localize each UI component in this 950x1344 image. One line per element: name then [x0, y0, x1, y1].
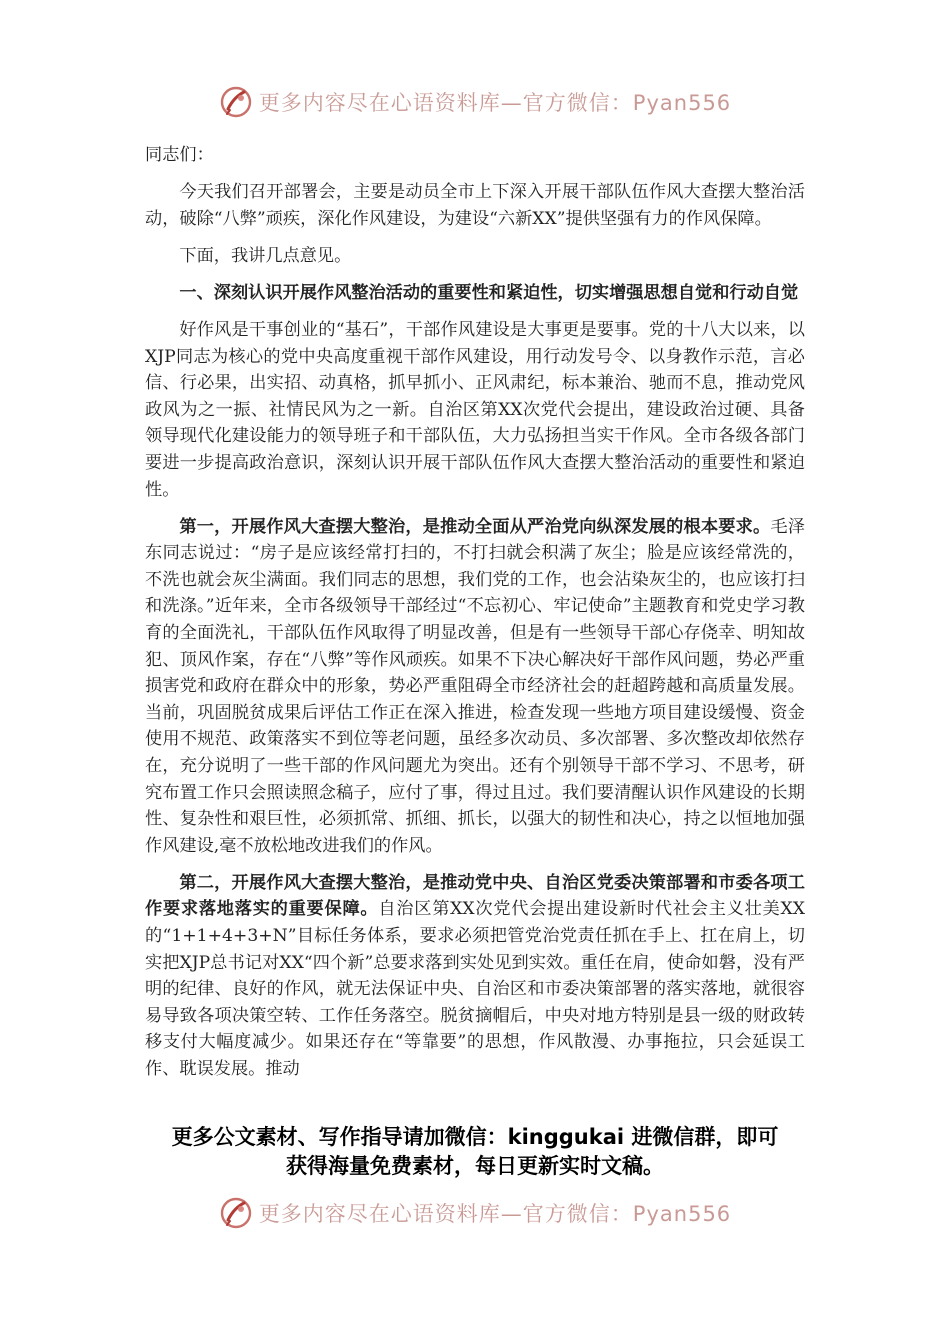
section-1-paragraph: 好作风是干事创业的“基石”，干部作风建设是大事更是要事。党的十八大以来，以XJP同志为核心的党中央高度重视干部作风建设，用行动发号令、以身教作示范，言必信、行必果，出实招、动真格，抓早抓小、正风肃纪，标本兼治、驰而不息，推动党风政风为之一振、社情民风为之一新。自治区第XX次党代会提出，建设政治过硬、具备领导现代化建设能力的领导班子和干部队伍，大力弘扬担当实干作风。全市各级各部门要进一步提高政治意识，深刻认识开展干部队伍作风大查摆大整治活动的重要性和紧迫性。	[145, 319, 805, 500]
point-1-lead: 第一，开展作风大查摆大整治，是推动全面从严治党向纵深发展的根本要求。	[179, 516, 771, 537]
salutation: 同志们：	[145, 145, 214, 165]
point-2-body: 自治区第XX次党代会提出建设新时代社会主义壮美XX的“1+1+4+3+N”目标任务体系，要求必须把管党治党责任抓在手上、扛在肩上，切实把XJP总书记对XX“四个新”总要求落到实处见到实效。重任在肩，使命如磐，没有严明的纪律、良好的作风，就无法保证中央、自治区和市委决策部署的落实落地，就很容易导致各项决策空转、工作任务落空。脱贫摘帽后，中央对地方特别是县一级的财政转移支付大幅度减少。如果还存在“等靠要”的思想，作风散漫、办事拖拉，只会延误工作、耽误发展。推动	[145, 899, 805, 1079]
footer-watermark-banner	[0, 1193, 950, 1233]
transition-paragraph: 下面，我讲几点意见。	[179, 245, 352, 266]
point-1-paragraph	[145, 514, 805, 860]
footer-watermark-text: 更多内容尽在心语资料库—官方微信：Pyan556	[258, 1202, 732, 1226]
header-watermark-text: 更多内容尽在心语资料库—官方微信：Pyan556	[258, 91, 732, 115]
header-watermark-banner	[0, 82, 950, 122]
section-1-heading-text: 一、深刻认识开展作风整治活动的重要性和紧迫性，切实增强思想自觉和行动自觉	[179, 282, 799, 303]
intro-paragraph: 今天我们召开部署会，主要是动员全市上下深入开展干部队伍作风大查摆大整治活动，破除“八弊”顽疾，深化作风建设，为建设“六新XX”提供坚强有力的作风保障。	[145, 182, 805, 229]
promo-notice	[130, 1123, 820, 1181]
document-body	[145, 142, 805, 1093]
writing-hand-logo-icon	[219, 1196, 253, 1230]
point-2-paragraph	[145, 870, 805, 1083]
point-1-body: 毛泽东同志说过：“房子是应该经常打扫的，不打扫就会积满了灰尘；脸是应该经常洗的，不洗也就会灰尘满面。我们同志的思想，我们党的工作，也会沾染灰尘的，也应该打扫和洗涤。”近年来，全市各级领导干部经过“不忘初心、牢记使命”主题教育和党史学习教育的全面洗礼，干部队伍作风取得了明显改善，但是有一些领导干部心存侥幸、明知故犯、顶风作案，存在“八弊”等作风顽疾。如果不下决心解决好干部作风问题，势必严重损害党和政府在群众中的形象，势必严重阻碍全市经济社会的赶超跨越和高质量发展。当前，巩固脱贫成果后评估工作正在深入推进，检查发现一些地方项目建设缓慢、资金使用不规范、政策落实不到位等老问题，虽经多次动员、多次部署、多次整改却依然存在，充分说明了一些干部的作风问题尤为突出。还有个别领导干部不学习、不思考，研究布置工作只会照读照念稿子，应付了事，得过且过。我们要清醒认识作风建设的长期性、复杂性和艰巨性，必须抓常、抓细、抓长，以强大的韧性和决心，持之以恒地加强作风建设,毫不放松地改进我们的作风。	[145, 516, 805, 856]
point-2-lead: 第二，开展作风大查摆大整治，是推动党中央、自治区党委决策部署和市委各项工作要求落地落实的重要保障。	[145, 872, 805, 920]
writing-hand-logo-icon	[219, 85, 253, 119]
section-1-heading	[145, 280, 805, 307]
promo-line-1: 更多公文素材、写作指导请加微信：kinggukai 进微信群，即可	[171, 1125, 779, 1149]
promo-line-2: 获得海量免费素材，每日更新实时文稿。	[286, 1154, 664, 1178]
